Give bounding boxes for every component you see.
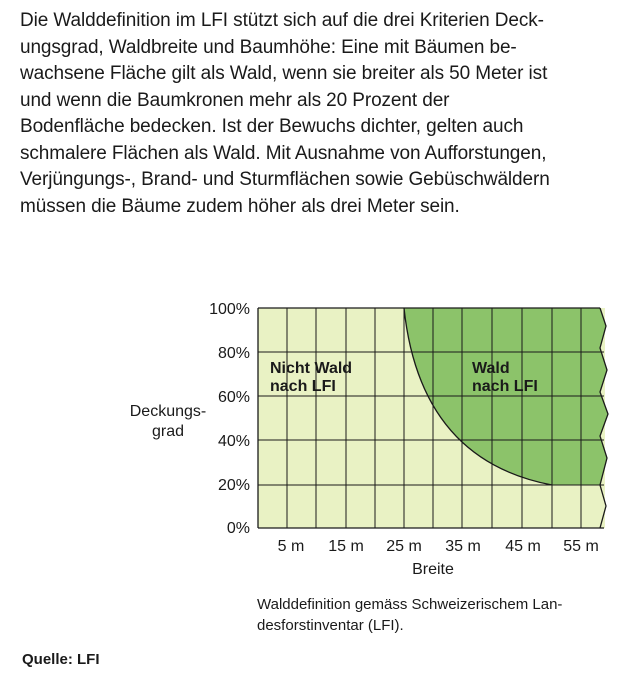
x-tick-label: 15 m [328,538,364,555]
source-note: Quelle: LFI [22,651,100,668]
region-label-not-forest: Nicht Wald [270,360,353,377]
intro-line: wachsene Fläche gilt als Wald, wenn sie breiter als 50 Meter ist [20,63,548,84]
y-tick-label: 40% [217,433,250,450]
x-tick-label: 5 m [277,538,305,555]
y-tick-label: 60% [217,389,250,406]
intro-line: Die Walddefinition im LFI stützt sich auf die drei Kriterien Deck- [20,10,544,31]
x-tick-label: 35 m [445,538,481,555]
y-tick-label: 20% [217,477,250,494]
y-tick-label: 100% [209,301,250,318]
caption-line: desforstinventar (LFI). [257,617,404,634]
intro-line: ungsgrad, Waldbreite und Baumhöhe: Eine mit Bäumen be- [20,36,517,58]
y-tick-label: 80% [217,345,250,362]
x-tick-label: 55 m [563,538,599,555]
diagram-caption [257,594,597,636]
caption-line: Walddefinition gemäss Schweizerischem Lan- [257,596,563,613]
region-label-forest: nach LFI [472,378,538,395]
region-label-forest: Wald [472,360,510,377]
intro-line: schmalere Flächen als Wald. Mit Ausnahme von Aufforstungen, [20,142,547,164]
intro-line: Verjüngungs-, Brand- und Sturmflächen sowie Gebüschwäldern [20,169,550,190]
intro-line: und wenn die Baumkronen mehr als 20 Prozent der [20,89,450,111]
intro-line: Bodenfläche bedecken. Ist der Bewuchs dichter, gelten auch [20,116,524,137]
region-label-not-forest: nach LFI [270,378,336,395]
y-tick-label: 0% [226,520,250,537]
x-tick-label: 25 m [386,538,422,555]
y-axis-label: grad [151,423,185,440]
y-axis-label: Deckungs- [129,403,207,420]
x-tick-label: 45 m [505,538,541,555]
intro-line: müssen die Bäume zudem höher als drei Meter sein. [20,195,460,217]
x-axis-label: Breite [412,561,454,578]
